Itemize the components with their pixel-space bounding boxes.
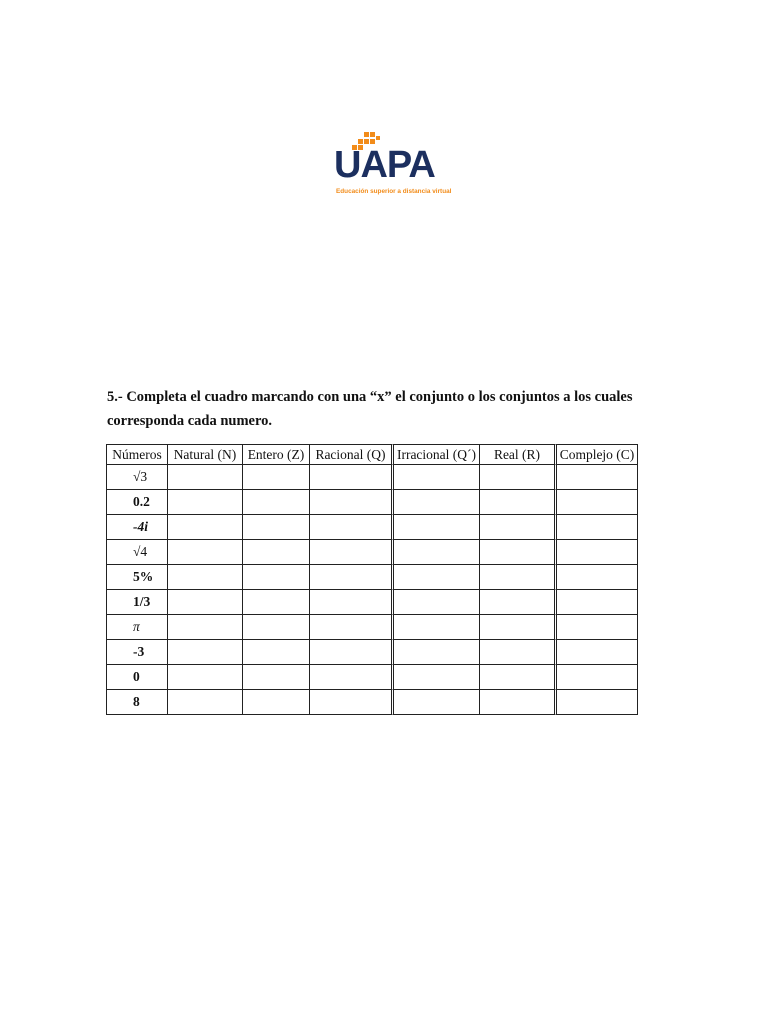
number-sets-table-wrapper	[106, 444, 638, 715]
table-row	[106, 614, 638, 639]
radicand: 4	[140, 544, 148, 559]
logo-wordmark: UAPA	[334, 144, 435, 186]
answer-cell-real[interactable]	[479, 564, 554, 589]
table-header-row	[106, 444, 638, 464]
answer-cell-real[interactable]	[479, 514, 554, 539]
answer-cell-complejo[interactable]	[554, 614, 638, 639]
table-row	[106, 464, 638, 489]
answer-cell-natural[interactable]	[167, 514, 242, 539]
number-cell	[106, 514, 167, 539]
answer-cell-natural[interactable]	[167, 464, 242, 489]
answer-cell-natural[interactable]	[167, 664, 242, 689]
header-racional: Racional (Q)	[309, 444, 391, 464]
number-cell	[106, 589, 167, 614]
question-text: 5.- Completa el cuadro marcando con una “x” el conjunto o los conjuntos a los cuales corresponda cada numero.	[107, 389, 633, 429]
number-cell	[106, 539, 167, 564]
number-cell	[106, 639, 167, 664]
number-cell	[106, 614, 167, 639]
header-real: Real (R)	[479, 444, 554, 464]
answer-cell-entero[interactable]	[242, 589, 309, 614]
table-row	[106, 539, 638, 564]
number-sets-table	[106, 444, 638, 715]
sqrt-symbol: √	[133, 544, 141, 559]
table-row	[106, 514, 638, 539]
answer-cell-complejo[interactable]	[554, 539, 638, 564]
number-value: -4i	[133, 519, 148, 534]
answer-cell-entero[interactable]	[242, 514, 309, 539]
answer-cell-irracional[interactable]	[391, 539, 479, 564]
answer-cell-real[interactable]	[479, 539, 554, 564]
header-complejo: Complejo (C)	[554, 444, 638, 464]
answer-cell-racional[interactable]	[309, 489, 391, 514]
table-row	[106, 689, 638, 715]
number-cell	[106, 489, 167, 514]
answer-cell-real[interactable]	[479, 689, 554, 715]
answer-cell-complejo[interactable]	[554, 689, 638, 715]
number-value: 5%	[133, 569, 154, 584]
answer-cell-irracional[interactable]	[391, 664, 479, 689]
answer-cell-entero[interactable]	[242, 639, 309, 664]
answer-cell-racional[interactable]	[309, 464, 391, 489]
number-value: -3	[133, 644, 145, 659]
answer-cell-racional[interactable]	[309, 639, 391, 664]
answer-cell-complejo[interactable]	[554, 589, 638, 614]
header-entero: Entero (Z)	[242, 444, 309, 464]
answer-cell-racional[interactable]	[309, 614, 391, 639]
table-row	[106, 564, 638, 589]
answer-cell-entero[interactable]	[242, 664, 309, 689]
answer-cell-irracional[interactable]	[391, 589, 479, 614]
number-cell	[106, 464, 167, 489]
number-cell	[106, 689, 167, 715]
answer-cell-irracional[interactable]	[391, 514, 479, 539]
answer-cell-natural[interactable]	[167, 589, 242, 614]
answer-cell-natural[interactable]	[167, 489, 242, 514]
answer-cell-irracional[interactable]	[391, 489, 479, 514]
answer-cell-racional[interactable]	[309, 539, 391, 564]
answer-cell-natural[interactable]	[167, 689, 242, 715]
radicand: 3	[140, 469, 148, 484]
header-natural: Natural (N)	[167, 444, 242, 464]
answer-cell-entero[interactable]	[242, 614, 309, 639]
answer-cell-irracional[interactable]	[391, 689, 479, 715]
answer-cell-irracional[interactable]	[391, 639, 479, 664]
answer-cell-racional[interactable]	[309, 514, 391, 539]
logo-tagline: Educación superior a distancia virtual	[336, 188, 452, 195]
answer-cell-real[interactable]	[479, 489, 554, 514]
number-value: 8	[133, 694, 140, 709]
answer-cell-entero[interactable]	[242, 564, 309, 589]
answer-cell-real[interactable]	[479, 589, 554, 614]
sqrt-symbol: √	[133, 469, 141, 484]
answer-cell-real[interactable]	[479, 464, 554, 489]
table-row	[106, 589, 638, 614]
number-cell	[106, 664, 167, 689]
header-numeros: Números	[106, 444, 167, 464]
answer-cell-natural[interactable]	[167, 539, 242, 564]
answer-cell-entero[interactable]	[242, 689, 309, 715]
table-row	[106, 489, 638, 514]
answer-cell-entero[interactable]	[242, 464, 309, 489]
answer-cell-natural[interactable]	[167, 564, 242, 589]
answer-cell-irracional[interactable]	[391, 564, 479, 589]
answer-cell-natural[interactable]	[167, 614, 242, 639]
answer-cell-racional[interactable]	[309, 589, 391, 614]
answer-cell-complejo[interactable]	[554, 664, 638, 689]
answer-cell-real[interactable]	[479, 614, 554, 639]
answer-cell-complejo[interactable]	[554, 564, 638, 589]
answer-cell-irracional[interactable]	[391, 464, 479, 489]
header-irracional: Irracional (Q´)	[391, 444, 479, 464]
table-row	[106, 639, 638, 664]
answer-cell-entero[interactable]	[242, 539, 309, 564]
answer-cell-natural[interactable]	[167, 639, 242, 664]
number-cell	[106, 564, 167, 589]
answer-cell-real[interactable]	[479, 639, 554, 664]
answer-cell-complejo[interactable]	[554, 514, 638, 539]
number-value: 0	[133, 669, 140, 684]
number-value: 1/3	[133, 594, 151, 609]
answer-cell-racional[interactable]	[309, 689, 391, 715]
number-value: π	[133, 619, 140, 634]
number-value: 0.2	[133, 494, 150, 509]
uapa-logo	[334, 132, 450, 198]
answer-cell-complejo[interactable]	[554, 489, 638, 514]
answer-cell-racional[interactable]	[309, 664, 391, 689]
answer-cell-racional[interactable]	[309, 564, 391, 589]
answer-cell-complejo[interactable]	[554, 464, 638, 489]
answer-cell-irracional[interactable]	[391, 614, 479, 639]
answer-cell-real[interactable]	[479, 664, 554, 689]
answer-cell-complejo[interactable]	[554, 639, 638, 664]
table-row	[106, 664, 638, 689]
answer-cell-entero[interactable]	[242, 489, 309, 514]
